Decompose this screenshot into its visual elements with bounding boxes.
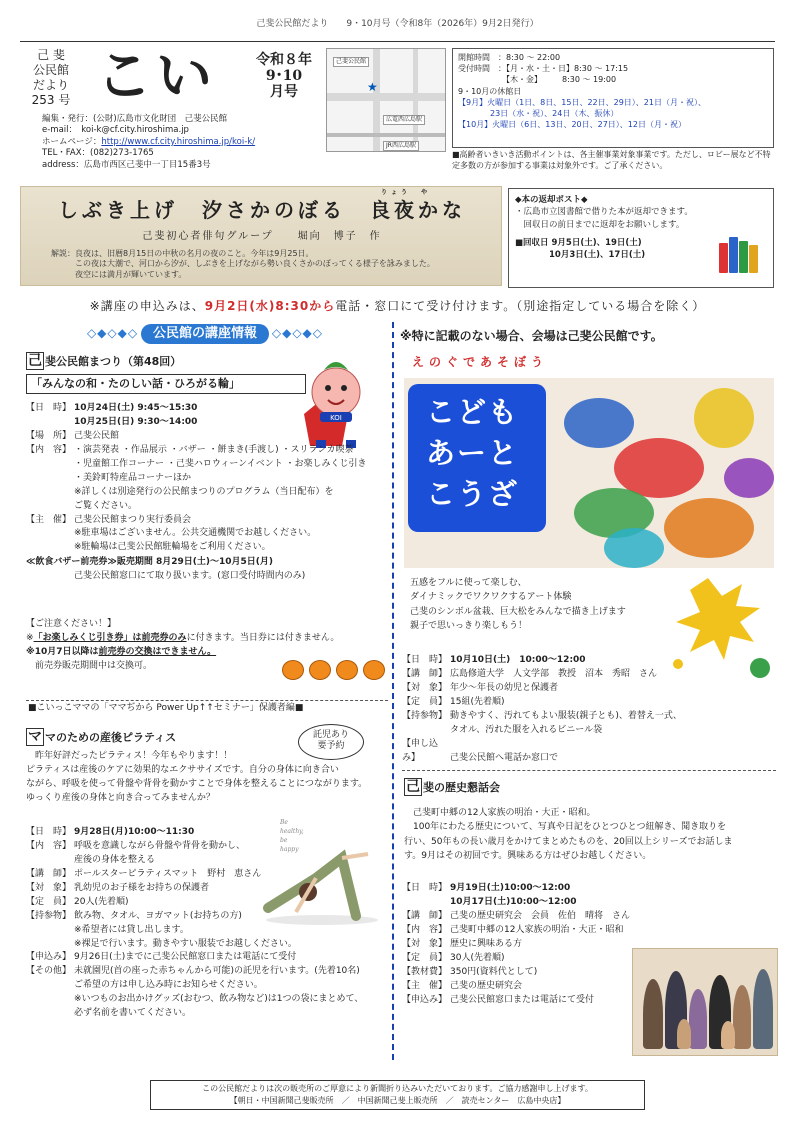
- holiday-line: 【9月】火曜日（1日、8日、15日、22日、29日）、21日（月・祝）、: [458, 97, 706, 107]
- title-initial: 己: [28, 353, 42, 369]
- info-key: 【日 時】: [26, 827, 72, 837]
- info-row: [26, 527, 388, 541]
- holiday-line: 【10月】火曜日（6日、13日、20日、27日）、12日（月・祝）: [458, 120, 686, 130]
- issue-line: 己斐公民館だより 9・10月号（令和8年（2026年）9月2日発行）: [256, 19, 539, 29]
- apply-prefix: ※講座の申込みは、: [89, 299, 205, 313]
- info-value: 己斐公民館: [74, 430, 120, 441]
- history-title-text: 斐の歴史懇話会: [423, 781, 500, 794]
- info-row: [26, 402, 388, 416]
- issue-line-suffix: 月号: [270, 84, 298, 101]
- info-row: [402, 682, 776, 696]
- badge-line: こうざ: [426, 477, 520, 512]
- info-value: 飲み物、タオル、ヨガマット(お持ちの方): [74, 910, 242, 921]
- desc-line: 五感をフルに使って楽しむ、: [410, 578, 527, 588]
- info-value: 動きやすく、汚れてもよい服装(親子とも)、着替え一式、: [450, 710, 682, 721]
- masthead-side-line: だより: [32, 78, 69, 92]
- info-row: [402, 980, 652, 994]
- holiday-line: 23日（水・祝）、24日（木、振休）: [458, 108, 619, 118]
- footer-line: 【朝日・中国新聞己斐販売所 ／ 中国新聞己斐上販売所 ／ 読売センター 広島中央店】: [229, 1096, 566, 1105]
- info-row: [26, 472, 388, 486]
- info-value: 9月28日(月)10:00〜11:30: [74, 827, 195, 837]
- info-key: 【持参物】: [26, 910, 72, 921]
- haiku-explanation: [51, 249, 491, 280]
- info-row: [402, 938, 652, 952]
- info-key: 【日 時】: [402, 883, 448, 893]
- venue-note: ※特に記載のない場合、会場は己斐公民館です。: [400, 329, 663, 343]
- newsletter-logo: こい: [96, 43, 216, 109]
- top-rule: [20, 41, 775, 42]
- elder-points-notice: ■高齢者いきいき活動ポイントは、各主催事業対象事業です。ただし、ロビー展など不特定多数の方が参加する事業は対象外です。ご了承ください。: [452, 150, 771, 170]
- map-road: [327, 93, 445, 101]
- info-key: 【講 師】: [402, 668, 448, 679]
- info-row: [26, 416, 388, 430]
- info-value: 30人(先着順): [450, 952, 505, 963]
- info-value: ・児童館工作コーナー ・己斐ハロウィーンイベント ・お楽しみくじ引き: [74, 458, 367, 469]
- info-row: [26, 514, 388, 528]
- info-value: 己斐公民館へ電話か窓口で: [450, 752, 559, 763]
- presale-note: 己斐公民館窓口にて取り扱います。(窓口受付時間内のみ): [74, 571, 306, 582]
- desc-line: 親子で思いっきり楽しもう！: [410, 621, 528, 632]
- info-key: 【その他】: [26, 966, 72, 977]
- info-value: 9月26日(土)までに己斐公民館窓口または電話にて受付: [74, 952, 297, 963]
- svg-text:KOI: KOI: [330, 414, 342, 422]
- holiday-heading: 9・10月の休館日: [458, 86, 522, 96]
- info-value: 己斐公民館まつり実行委員会: [74, 514, 192, 525]
- info-row: [26, 1007, 388, 1021]
- title-initial: 己: [406, 779, 420, 795]
- books-icon: [719, 235, 763, 273]
- hours-line: 開館時間 ：8:30 〜 22:00: [458, 53, 561, 62]
- info-value: 10月10日(土) 10:00〜12:00: [450, 655, 586, 665]
- info-key: 【申し込み】: [402, 738, 439, 763]
- course-info-title: 公民館の講座情報: [141, 324, 269, 344]
- info-row: [402, 710, 776, 724]
- caution-emphasis: 前売券の交換はできません。: [98, 646, 217, 657]
- info-row: [26, 965, 388, 979]
- info-key: 【申込み】: [26, 952, 72, 963]
- info-row: [26, 458, 388, 472]
- illus-text: be: [280, 837, 288, 844]
- info-value: ご覧ください。: [74, 500, 138, 511]
- info-row: [26, 430, 388, 444]
- desc-line: す。9月はその初回です。興味ある方はぜひお越しください。: [404, 851, 652, 862]
- masthead-side-line: 公民館: [32, 63, 69, 77]
- paint-event-details: [402, 654, 776, 766]
- illus-text: Be: [280, 819, 288, 826]
- info-row: [402, 696, 776, 710]
- pilates-description: [26, 750, 386, 806]
- publisher-homepage: [42, 137, 332, 148]
- info-row: [26, 924, 388, 938]
- info-value: ※駐車場はございません。公共交通機関でお越しください。: [74, 528, 317, 539]
- info-value: 350円(資料代として): [450, 966, 538, 977]
- haiku-ruby: りょう や: [381, 189, 432, 196]
- kids-art-course-badge: [408, 384, 546, 532]
- pumpkin-icon: [336, 660, 358, 680]
- info-value: ご希望の方は申し込み時にお知らせください。: [74, 980, 263, 991]
- pumpkin-icons: [282, 658, 386, 682]
- info-value: 呼吸を意識しながら骨盤や背骨を動かし、: [74, 840, 246, 851]
- info-value: 歴史に興味ある方: [450, 938, 523, 949]
- festival-title-text: 斐公民館まつり（第48回）: [45, 355, 182, 368]
- info-row: [402, 654, 776, 668]
- bubble-line: 託児あり: [312, 730, 349, 740]
- info-value: ※いつものお出かけグッズ(おむつ、飲み物など)は1つの袋にまとめて、: [74, 994, 364, 1005]
- publisher-email: e-mail： koi-k@cf.city.hiroshima.jp: [42, 125, 189, 136]
- info-value: 未就園児(首の座った赤ちゃんから可能)の託児を行います。(先着10名): [74, 966, 360, 977]
- info-key: 【日 時】: [402, 655, 448, 665]
- info-row: [26, 896, 388, 910]
- info-value: ※希望者には貸し出します。: [74, 924, 189, 935]
- bubble-line: 要予約: [317, 740, 345, 751]
- caution-text: に付きます。当日券には付きません。: [186, 632, 340, 643]
- paint-event-title: えのぐであそぼう: [412, 355, 549, 369]
- info-value: 20人(先着順): [74, 896, 129, 907]
- family-photo-illustration: [632, 948, 778, 1056]
- publisher-tel: TEL・FAX：(082)273-1765: [42, 148, 154, 159]
- info-value: 己斐公民館窓口または電話にて受付: [450, 994, 595, 1005]
- info-key: 【講 師】: [402, 910, 448, 921]
- location-star-icon: ★: [367, 80, 378, 94]
- caution-line: [26, 632, 388, 646]
- haiku-poem-text: しぶき上げ 汐さかのぼる 良夜かな: [58, 198, 466, 222]
- info-row: [26, 868, 388, 882]
- info-row: [26, 951, 388, 965]
- desc-line: ながら、呼吸を使って骨盤や背骨を動かすことで身体を整えることにつながります。: [26, 778, 368, 789]
- header-deco-icon: ◇◆◇◆◇: [86, 326, 139, 340]
- caution-head: 【ご注意ください！】: [26, 619, 117, 629]
- info-row: [26, 541, 388, 555]
- desc-line: 己斐町中郷の12人家族の明治・大正・昭和。: [404, 808, 596, 818]
- info-value: 必ず名前を書いてください。: [74, 1008, 192, 1019]
- issue-line-months: 9･10: [265, 68, 303, 85]
- mama-seminar-header: ■こいっこママの「ママぢから Power Up↑↑セミナー」保護者編■: [28, 703, 304, 713]
- map-label-kominkan: 己斐公民館: [333, 57, 369, 67]
- info-key: 【内 容】: [26, 444, 72, 455]
- caution-text: ※10月7日以降は: [26, 646, 99, 657]
- history-talk-details: [402, 882, 652, 1007]
- sponsor-footer: [150, 1080, 645, 1110]
- column-divider: [392, 322, 394, 1060]
- info-key: 【場 所】: [26, 430, 72, 441]
- info-value: ・美鈴町特産品コーナーほか: [74, 472, 192, 483]
- collection-dates: ■回収日 9月5日(土)、19日(土): [515, 237, 642, 248]
- masthead-side-line: 253 号: [31, 93, 71, 107]
- access-map: [326, 48, 446, 152]
- festival-details: [26, 402, 388, 584]
- issue-line-era: 令和８年: [256, 52, 312, 68]
- pilates-details: [26, 826, 388, 1021]
- masthead-side-line: 己 斐: [37, 48, 65, 62]
- book-return-title: ◆本の返却ポスト◆: [515, 195, 588, 205]
- info-value: 乳幼児のお子様をお持ちの保護者: [74, 882, 210, 893]
- map-label-tram-station: 広電西広島駅: [383, 115, 425, 125]
- info-key: 【日 時】: [26, 403, 72, 413]
- issue-number: [248, 52, 320, 100]
- map-railway: [327, 133, 445, 137]
- info-row: [26, 840, 388, 854]
- info-row: [402, 896, 652, 910]
- info-key: 【内 容】: [402, 924, 448, 935]
- paint-event-description: [410, 576, 660, 634]
- application-notice: [20, 298, 775, 314]
- badge-line: あーと: [426, 436, 520, 471]
- pilates-title-text: マのための産後ピラティス: [45, 731, 177, 744]
- info-row: [26, 882, 388, 896]
- masthead-side-title: [28, 48, 74, 108]
- caution-emphasis: 「お楽しみくじ引き券」は前売券のみ: [33, 632, 187, 643]
- section-rule: [26, 700, 388, 701]
- info-key: 【定 員】: [26, 896, 72, 907]
- caution-line: 前売券販売期間中は交換可。: [26, 660, 153, 671]
- header-deco-icon: ◇◆◇◆◇: [271, 326, 324, 340]
- desc-line: ダイナミックでワクワクするアート体験: [410, 592, 572, 603]
- hours-line: 受付時間 ：【月・水・土・日】8:30 〜 17:15: [458, 64, 629, 74]
- haiku-note-line: 夜空には満月が輝いています。: [51, 269, 187, 279]
- hours-line: 【木・金】 8:30 〜 19:00: [458, 75, 617, 85]
- info-key: 【教材費】: [402, 966, 448, 977]
- section-rule: [402, 770, 776, 771]
- caution-mark: ※: [26, 632, 34, 643]
- title-initial: マ: [28, 729, 42, 745]
- info-value: 10月17日(土)10:00〜12:00: [450, 896, 577, 907]
- publisher-address: address：広島市西区己斐中一丁目15番3号: [42, 159, 211, 170]
- info-row: [402, 668, 776, 682]
- info-value: ※駐輪場は己斐公民館駐輪場をご利用ください。: [74, 542, 271, 553]
- homepage-link[interactable]: http://www.cf.city.hiroshima.jp/koi-k/: [101, 136, 256, 147]
- info-row: [26, 486, 388, 500]
- info-value: ※詳しくは別途発行の公民館まつりのプログラム（当日配布）を: [74, 486, 334, 497]
- info-row: [26, 938, 388, 952]
- info-row: [26, 910, 388, 924]
- info-row: [402, 966, 652, 980]
- illus-text: happy: [280, 846, 299, 853]
- collection-dates: 10月3日(土)、17日(土): [515, 250, 646, 261]
- book-return-line: ・広島市立図書館で借りた本が返却できます。: [515, 207, 693, 218]
- info-key: 【内 容】: [26, 840, 72, 851]
- info-key: 【対 象】: [402, 682, 448, 693]
- info-row: [402, 910, 652, 924]
- map-label-jr-station: JR西広島駅: [383, 141, 419, 151]
- desc-line: ピラティスは産後のケアに効果的なエクササイズです。自分の身体に向き合い: [26, 764, 339, 775]
- desc-line: 100年にわたる歴史について、写真や日記をひとつひとつ紐解き、聞き取りを: [404, 822, 727, 833]
- publisher-line: 編集・発行：(公財)広島市文化財団 己斐公民館: [42, 114, 228, 124]
- info-row: [402, 882, 652, 896]
- info-row: [402, 994, 652, 1008]
- info-value: ※裸足で行います。動きやすい服装でお越しください。: [74, 938, 297, 949]
- book-return-line: 回収日の前日までに返却をお願いします。: [515, 219, 685, 230]
- info-row: [26, 826, 388, 840]
- info-row: [26, 444, 388, 458]
- info-key: 【定 員】: [402, 952, 448, 963]
- presale-title: ≪飲食バザー前売券≫販売期間 8月29日(土)〜10月5日(月): [26, 557, 274, 568]
- info-value: 己斐の歴史研究会 会員 佐伯 晴将 さん: [450, 910, 631, 921]
- haiku-author: 己斐初心者俳句グループ 堀向 博子 作: [142, 231, 382, 242]
- festival-theme: 「みんなの和・たのしい話・ひろがる輪」: [26, 374, 306, 394]
- info-key: 【申込み】: [402, 994, 448, 1005]
- pumpkin-icon: [282, 660, 304, 680]
- info-value: 広島修道大学 人文学部 教授 沼本 秀昭 さん: [450, 668, 658, 679]
- haiku-note-line: この夜は大潮で、河口から汐が、しぶきを上げながら勢い良くさかのぼってくる様子を詠みました。: [51, 259, 435, 269]
- haiku-banner: [20, 186, 502, 286]
- footer-line: この公民館だよりは次の販売所のご厚意により新聞折り込みいただいております。ご協力感謝申し上げます。: [202, 1084, 593, 1093]
- info-value: 産後の身体を整える: [74, 854, 156, 865]
- illus-text: healthy,: [280, 828, 304, 835]
- info-value: 9月19日(土)10:00〜12:00: [450, 883, 571, 893]
- info-value: 己斐の歴史研究会: [450, 980, 523, 991]
- desc-line: ゆっくり産後の身体と向き合ってみませんか？: [26, 792, 215, 803]
- info-key: 【定 員】: [402, 696, 448, 707]
- info-key: 【対 象】: [26, 882, 72, 893]
- info-row: [402, 724, 776, 738]
- info-row: [26, 979, 388, 993]
- info-row: [26, 993, 388, 1007]
- pumpkin-icon: [363, 660, 385, 680]
- history-talk-description: [404, 806, 774, 864]
- info-row: [26, 854, 388, 868]
- course-info-header: [24, 324, 386, 346]
- info-value: 15組(先着順): [450, 696, 505, 707]
- desc-line: 行い、50年もの長い歳月をかけてまとめたものを、20回以上シリーズでお話しま: [404, 836, 733, 847]
- info-row: [402, 738, 776, 766]
- info-key: 【対 象】: [402, 938, 448, 949]
- desc-line: 己斐のシンボル盆栽、巨大松をみんなで描き上げます: [410, 606, 626, 617]
- info-value: タオル、汚れた服を入れるビニール袋: [450, 724, 603, 735]
- pilates-title: [26, 728, 176, 746]
- info-value: 10月24日(土) 9:45〜15:30: [74, 403, 198, 413]
- badge-line: こども: [426, 395, 520, 429]
- haiku-note-line: 解説：良夜は、旧暦8月15日の中秋の名月の夜のこと。今年は9月25日。: [51, 249, 314, 258]
- info-value: 己斐町中郷の12人家族の明治・大正・昭和: [450, 924, 624, 935]
- haiku-poem: [31, 189, 493, 224]
- info-key: 【持参物】: [402, 710, 448, 721]
- homepage-label: ホームページ：: [42, 136, 102, 147]
- info-row: [26, 500, 388, 514]
- info-key: 【主 催】: [402, 980, 448, 991]
- festival-title: [26, 352, 181, 370]
- opening-hours-box: [452, 48, 774, 148]
- desc-line: 昨年好評だったピラティス！今年もやります！！: [26, 751, 233, 761]
- publisher-info: [42, 114, 332, 171]
- apply-start-date: 9月2日(水)8:30から: [204, 299, 336, 313]
- book-return-box: [508, 188, 774, 288]
- pumpkin-icon: [309, 660, 331, 680]
- info-row: [402, 952, 652, 966]
- info-key: 【主 催】: [26, 514, 72, 525]
- info-value: ポールスターピラティスマット 野村 恵さん: [74, 868, 262, 879]
- info-value: ・演芸発表 ・作品展示 ・バザー ・餅まき(手渡し) ・スリランカ喫茶: [74, 444, 354, 455]
- info-value: 10月25日(日) 9:30〜14:00: [74, 416, 198, 427]
- history-talk-title: [404, 778, 500, 796]
- info-value: 年少〜年長の幼児と保護者: [450, 682, 559, 693]
- info-row: [402, 924, 652, 938]
- apply-suffix: 電話・窓口にて受け付けます。（別途指定している場合を除く）: [335, 299, 706, 313]
- info-key: 【講 師】: [26, 868, 72, 879]
